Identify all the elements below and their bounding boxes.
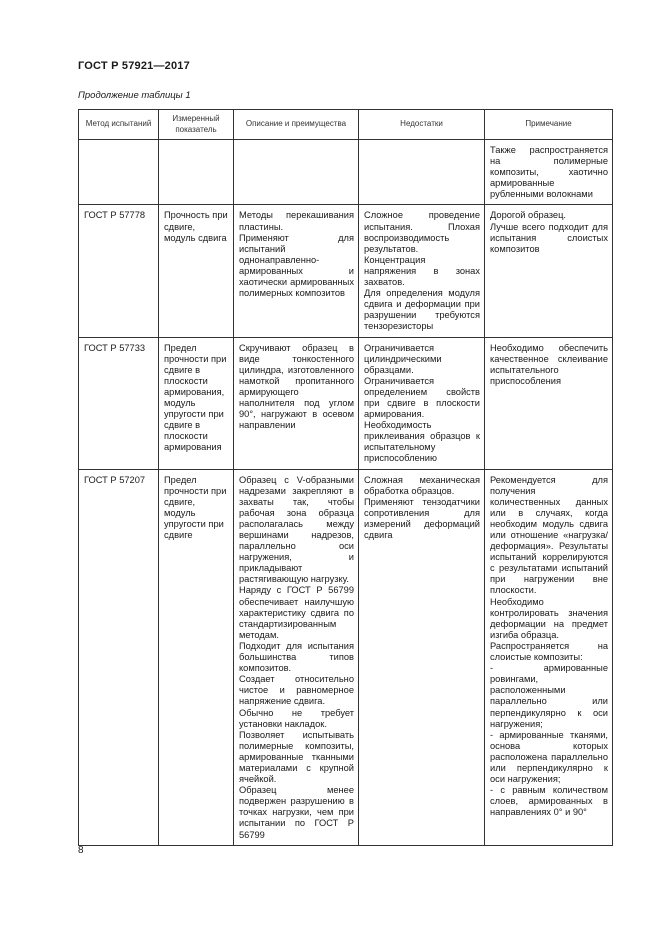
table-header-row [79, 110, 613, 140]
methods-table [78, 109, 613, 846]
page-number: 8 [78, 845, 84, 856]
description-paragraph: Образец с V-образными надрезами закрепляют в захваты так, чтобы рабочая зона образца располагалась между вершинами надрезов, параллельно оси нагружения, и прикладывают растягивающую нагрузку. [239, 474, 354, 585]
description-paragraph: Применяют для испытаний однонаправленно-армированных и хаотически армированных полимерных композитов [239, 232, 354, 299]
cell-measure: Прочность при сдвиге, модуль сдвига [159, 205, 234, 337]
description-paragraph: Наряду с ГОСТ Р 56799 обеспечивает наилучшую характеристику сдвига по стандартизированным методам. [239, 585, 354, 640]
cell-method: ГОСТ Р 57778 [79, 205, 159, 337]
notes-paragraph: Дорогой образец. [490, 210, 567, 221]
notes-paragraph: Необходимо контролировать значения деформации на предмет изгиба образца. [490, 596, 608, 640]
drawbacks-paragraph: Сложное проведение испытания. Плохая воспроизводимость результатов. Концентрация напряжения в зонах захватов. [364, 210, 480, 288]
document-header: ГОСТ Р 57921—2017 [78, 60, 190, 72]
cell-description [234, 469, 359, 845]
table-row [79, 205, 613, 337]
cell-notes [485, 205, 613, 337]
column-header-method: Метод испытаний [79, 110, 159, 140]
column-header-description: Описание и преимущества [234, 110, 359, 140]
cell-note: Также распространяется на полимерные композиты, хаотично армированные рубленными волокнами [485, 140, 613, 205]
description-paragraph: Позволяет испытывать полимерные композиты, армированные тканными материалами с крупной ячейкой. [239, 729, 354, 785]
cell-empty [359, 140, 485, 205]
description-paragraph: Подходит для испытания большинства типов композитов. [239, 640, 354, 674]
notes-paragraph: - армированные тканями, основа которых расположена параллельно или перпендикулярно к оси нагружения; [490, 729, 608, 785]
column-header-measure: Измеренный показатель [159, 110, 234, 140]
notes-paragraph: - армированные ровингами, расположенными параллельно или перпендикулярно к оси нагружения; [490, 663, 608, 729]
cell-method: ГОСТ Р 57733 [79, 337, 159, 469]
cell-notes [485, 337, 613, 469]
cell-empty [159, 140, 234, 205]
drawbacks-paragraph: Необходимость приклеивания образцов к испытательному приспособлению [364, 420, 480, 464]
notes-paragraph: Распространяется на слоистые композиты: [490, 640, 608, 663]
cell-measure: Предел прочности при сдвиге, модуль упругости при сдвиге [159, 469, 234, 845]
cell-empty [79, 140, 159, 205]
table-row-continued [79, 140, 613, 205]
cell-description [234, 337, 359, 469]
description-paragraph: Скручивают образец в виде тонкостенного цилиндра, изготовленного намоткой пропитанного армирующего наполнителя под углом 90°, нагружают в осевом направлении [239, 342, 354, 431]
description-paragraph: Образец менее подвержен разрушению в точках нагрузки, чем при испытании по ГОСТ Р 56799 [239, 785, 354, 840]
description-paragraph: Обычно не требует установки накладок. [239, 707, 354, 729]
notes-paragraph: - с равным количеством слоев, армированных в направлениях 0° и 90° [490, 785, 608, 818]
drawbacks-paragraph: Ограничивается цилиндрическими образцами. [364, 342, 442, 375]
table-caption: Продолжение таблицы 1 [78, 90, 191, 101]
cell-drawbacks [359, 469, 485, 845]
notes-paragraph: Необходимо обеспечить качественное склеивание испытательного приспособления [490, 342, 608, 386]
table-row [79, 337, 613, 469]
cell-description [234, 205, 359, 337]
cell-empty [234, 140, 359, 205]
drawbacks-paragraph: Сложная механическая обработка образцов. [364, 474, 480, 496]
cell-measure: Предел прочности при сдвиге в плоскости армирования, модуль упругости при сдвиге в плоскости армирования [159, 337, 234, 469]
cell-method: ГОСТ Р 57207 [79, 469, 159, 845]
drawbacks-paragraph: Ограничивается определением свойств при сдвиге в плоскости армирования. [364, 375, 480, 420]
cell-drawbacks [359, 205, 485, 337]
notes-paragraph: Рекомендуется для получения количественных данных или в случаях, когда необходим модуль сдвига или отношение «нагрузка/деформация». Результаты испытаний коррелируются с результатами испытаний при нагружении вне плоскости. [490, 474, 608, 596]
cell-drawbacks [359, 337, 485, 469]
drawbacks-paragraph: Для определения модуля сдвига и деформации при разрушении требуются тензорезисторы [364, 288, 480, 332]
description-paragraph: Создает относительно чистое и равномерное напряжение сдвига. [239, 674, 354, 707]
table-row [79, 469, 613, 845]
drawbacks-paragraph: Применяют тензодатчики сопротивления для измерений деформаций сдвига [364, 496, 480, 540]
column-header-notes: Примечание [485, 110, 613, 140]
column-header-drawbacks: Недостатки [359, 110, 485, 140]
notes-paragraph: Лучше всего подходит для испытания слоистых композитов [490, 221, 608, 254]
description-paragraph: Методы перекашивания пластины. [239, 210, 354, 232]
cell-notes [485, 469, 613, 845]
